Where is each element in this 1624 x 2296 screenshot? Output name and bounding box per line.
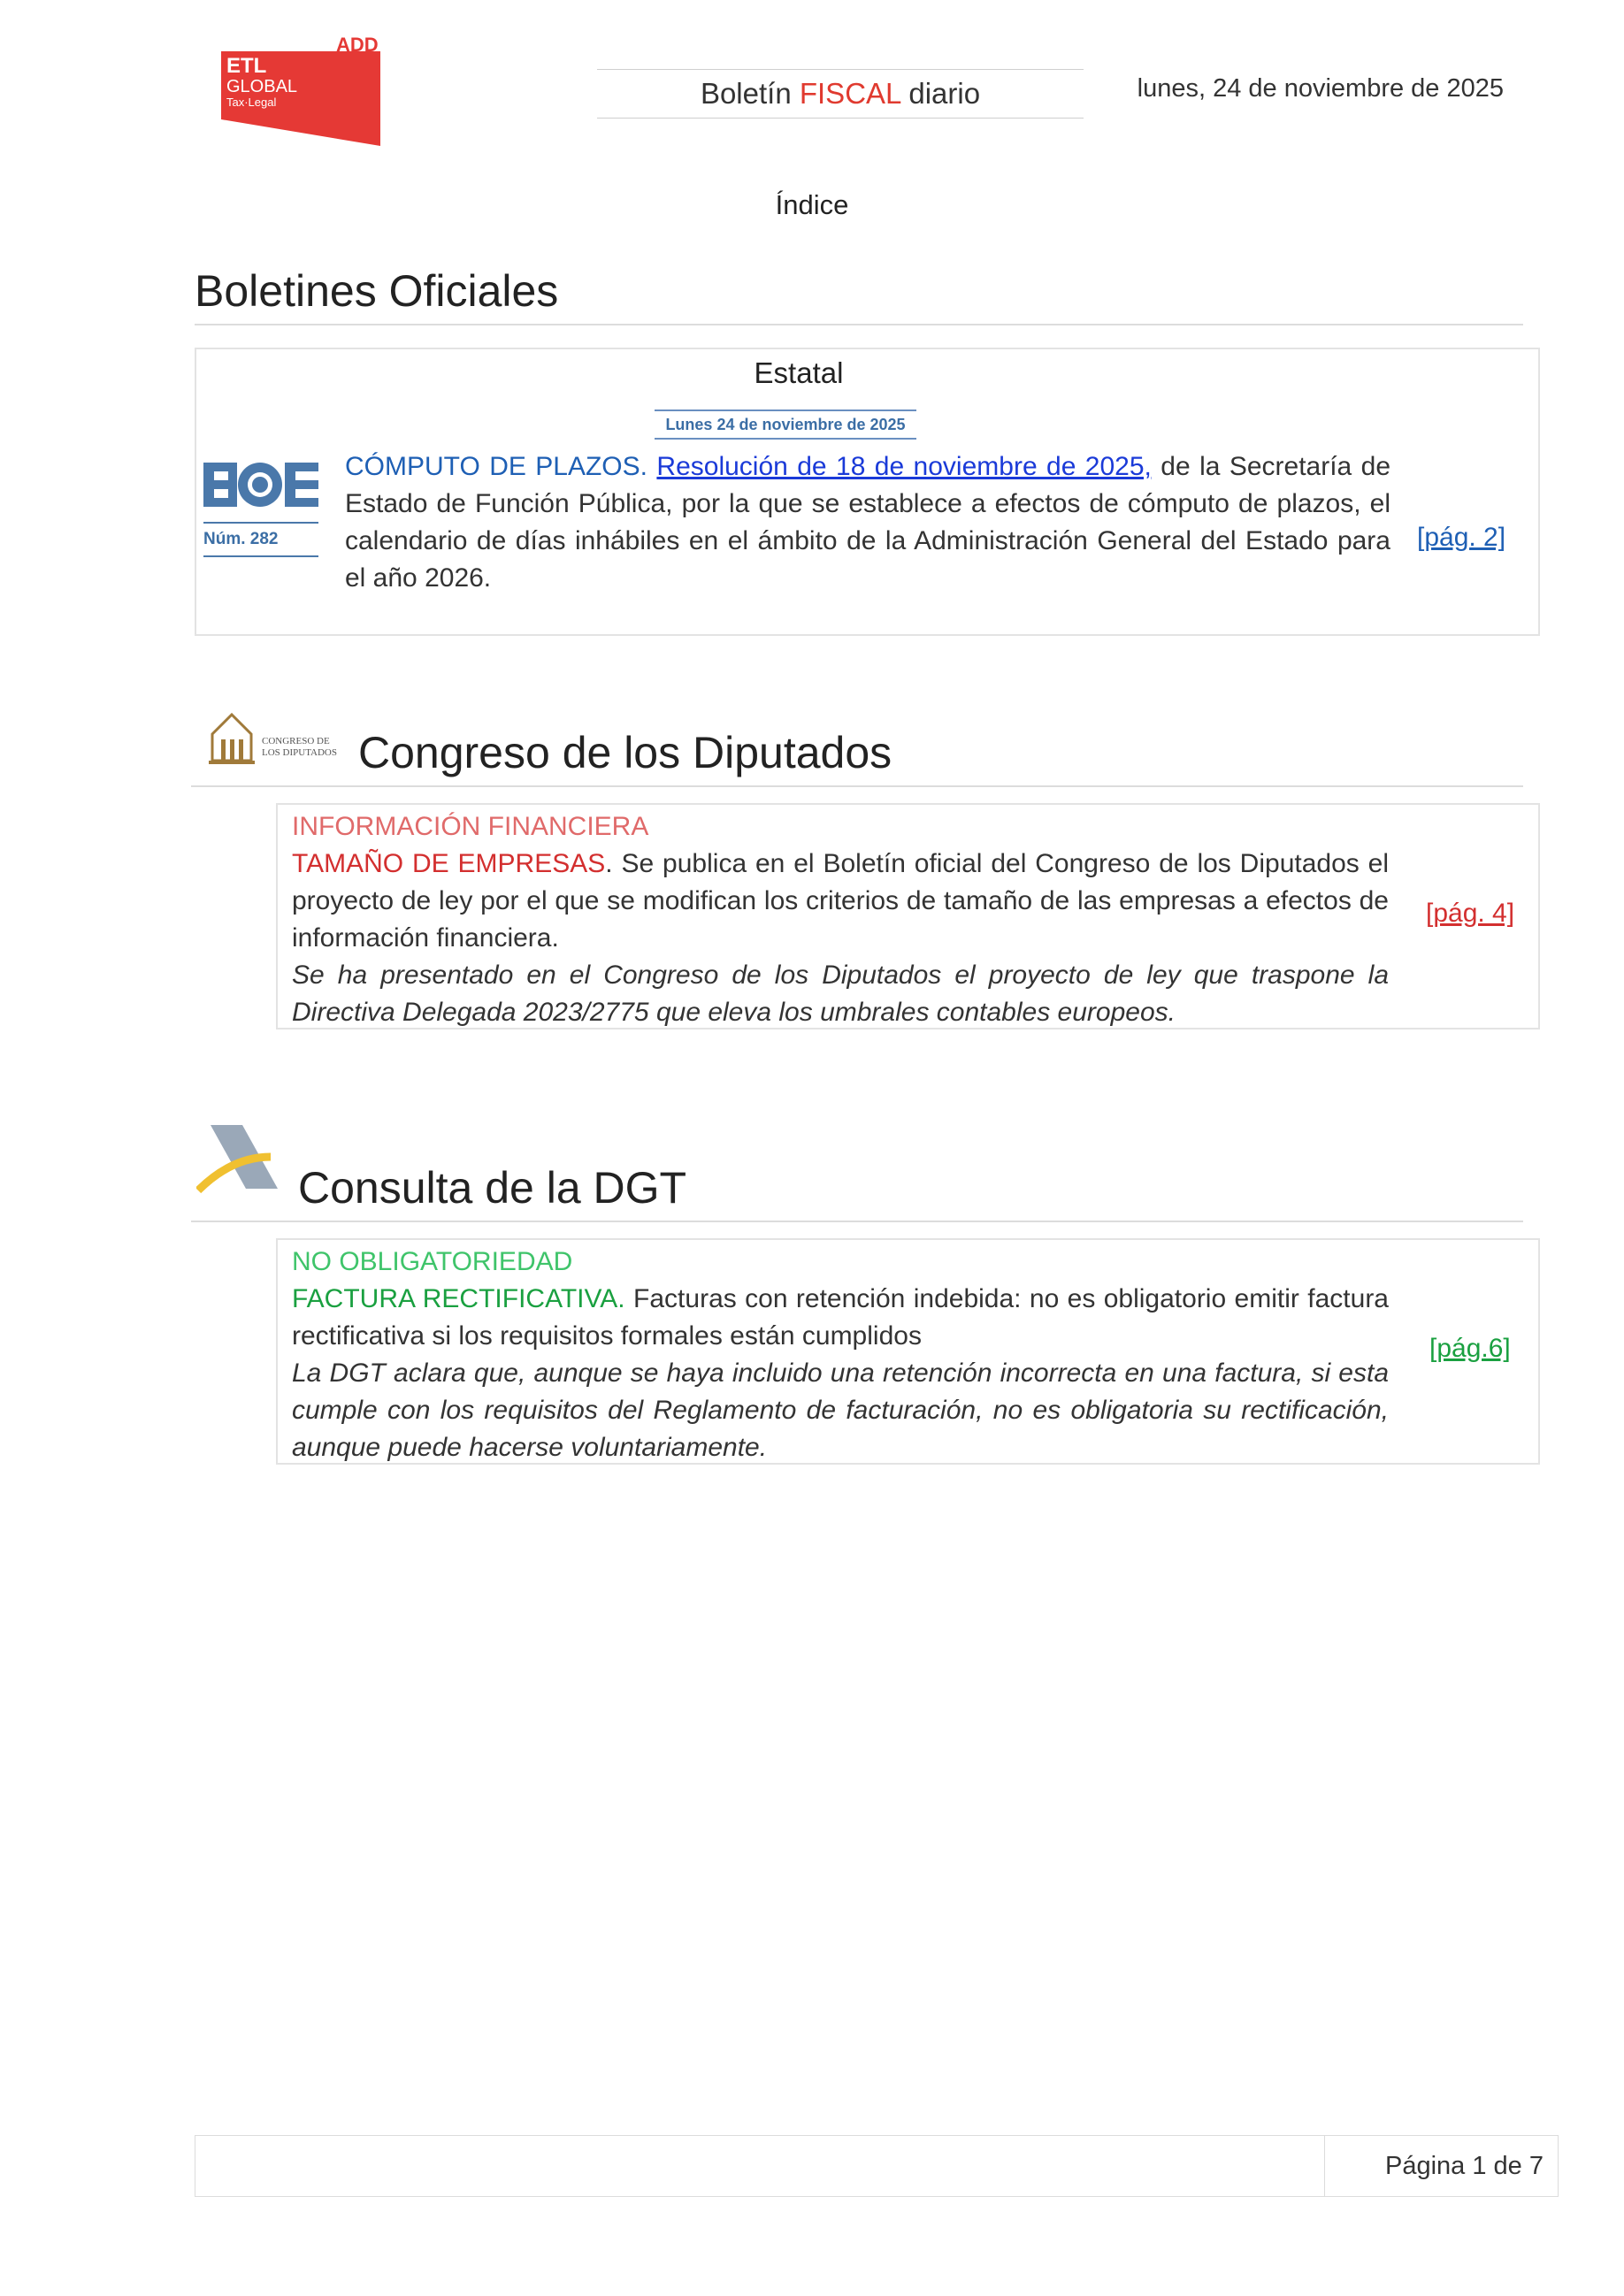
logo-global-text: GLOBAL bbox=[226, 77, 298, 96]
title-suffix: diario bbox=[900, 77, 981, 110]
header-date: lunes, 24 de noviembre de 2025 bbox=[1137, 74, 1504, 103]
congreso-heading: TAMAÑO DE EMPRESAS bbox=[292, 849, 606, 878]
congreso-logo-line2: LOS DIPUTADOS bbox=[262, 747, 337, 758]
bulletin-title bbox=[597, 69, 1084, 119]
congreso-logo-line1: CONGRESO DE bbox=[262, 736, 330, 746]
aeat-logo-icon bbox=[196, 1121, 285, 1196]
logo-taxlegal-text: Tax·Legal bbox=[226, 96, 277, 109]
congreso-summary: Se ha presentado en el Congreso de los Diputados el proyecto de ley que traspone la Directiva Delegada 2023/2775 que eleva los umbrales contables europeos. bbox=[292, 960, 1389, 1027]
dgt-page-ref-link[interactable]: [pág.6] bbox=[1429, 1334, 1511, 1363]
page-number: Página 1 de 7 bbox=[1385, 2152, 1544, 2180]
aeat-logo bbox=[196, 1121, 285, 1196]
congreso-page-ref-link[interactable]: [pág. 4] bbox=[1426, 899, 1515, 928]
page-footer bbox=[195, 2135, 1559, 2197]
congreso-building-icon bbox=[205, 708, 258, 768]
dgt-category: NO OBLIGATORIEDAD bbox=[292, 1247, 573, 1276]
title-highlight: FISCAL bbox=[799, 77, 901, 110]
section-divider bbox=[191, 1221, 1523, 1222]
dgt-summary: La DGT aclara que, aunque se haya incluido una retención incorrecta en una factura, si esta cumple con los requisitos del Reglamento de facturación, no es obligatoria su rectificación, aunque puede hacerse voluntariamente. bbox=[292, 1358, 1389, 1462]
section-divider bbox=[195, 324, 1523, 325]
estatal-subtitle: Estatal bbox=[754, 356, 844, 389]
section-divider bbox=[191, 785, 1523, 787]
dgt-item-text bbox=[292, 1244, 1389, 1466]
section-title-dgt: Consulta de la DGT bbox=[298, 1163, 687, 1213]
index-label: Índice bbox=[775, 189, 849, 220]
title-prefix: Boletín bbox=[700, 77, 800, 110]
boletines-box bbox=[195, 348, 1540, 636]
boe-item-text bbox=[345, 448, 1390, 597]
boe-item-heading: CÓMPUTO DE PLAZOS. bbox=[345, 452, 647, 481]
dgt-body: Facturas con retención indebida: no es obligatorio emitir factura rectificativa si los requisitos formales están cumplidos bbox=[292, 1284, 1389, 1351]
congreso-body: . Se publica en el Boletín oficial del Congreso de los Diputados el proyecto de ley por el que se modifican los criterios de tamaño de las empresas a efectos de información financiera. bbox=[292, 849, 1390, 953]
boe-date-banner: Lunes 24 de noviembre de 2025 bbox=[655, 409, 916, 440]
dgt-heading: FACTURA RECTIFICATIVA. bbox=[292, 1284, 625, 1313]
boe-logo bbox=[203, 459, 318, 556]
congreso-logo bbox=[205, 708, 351, 771]
boe-resolution-link[interactable]: Resolución de 18 de noviembre de 2025, bbox=[656, 452, 1152, 481]
boe-logo-icon bbox=[203, 459, 318, 512]
footer-divider bbox=[1324, 2136, 1325, 2196]
congreso-box bbox=[276, 803, 1540, 1029]
section-title-congreso: Congreso de los Diputados bbox=[358, 728, 892, 777]
boe-page-ref-link[interactable]: [pág. 2] bbox=[1417, 523, 1506, 552]
etl-global-logo bbox=[221, 35, 385, 146]
section-title-boletines: Boletines Oficiales bbox=[195, 266, 559, 316]
congreso-category: INFORMACIÓN FINANCIERA bbox=[292, 812, 649, 841]
dgt-box bbox=[276, 1238, 1540, 1465]
congreso-item-text bbox=[292, 808, 1389, 1031]
logo-etl-text: ETL bbox=[226, 54, 267, 78]
boe-number: Núm. 282 bbox=[203, 522, 318, 557]
logo-add-text: ADD bbox=[336, 35, 379, 56]
boe-item-body: de la Secretaría de Estado de Función Pública, por la que se establece a efectos de cómputo de plazos, el calendario de días inhábiles en el ámbito de la Administración General del Estado para el año 2026. bbox=[345, 452, 1391, 593]
